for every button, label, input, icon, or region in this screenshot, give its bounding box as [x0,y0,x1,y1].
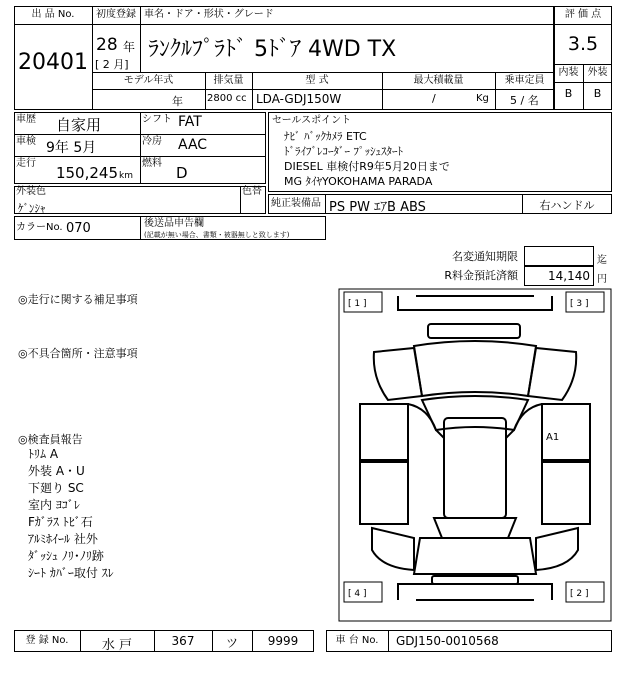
reg-year: 28 [96,35,118,55]
sales-label: セールスポイント [272,115,352,126]
lot-number: 20401 [18,50,88,75]
lot-label: 出 品 No. [31,9,75,20]
ext-label: 外装 [587,67,608,78]
reg-label: 初度登録 [96,9,136,20]
plate-region: 水 戸 [101,638,133,653]
plate-class: 367 [171,634,195,648]
model-year-unit: 年 [172,95,183,108]
damage-mark-a1: A1 [546,432,560,443]
sales-line-2: ﾄﾞﾗｲﾌﾞﾚｺｰﾀﾞｰ ﾌﾟｯｼｭｽﾀｰﾄ [284,145,403,158]
chassis-no: GDJ150-0010568 [396,634,499,648]
shift: FAT [178,114,202,130]
history: 自家用 [56,116,102,134]
color-no-label: カラーNo. [16,222,63,233]
chassis-label: 車 台 No. [335,635,379,646]
model-code: LDA-GDJ150W [256,92,342,106]
inspect-label: 車検 [16,136,36,147]
inspector-line-6: ｱﾙﾐﾎｲｰﾙ 社外 [28,532,98,546]
reported-label: 後送品申告欄 [144,218,204,229]
sales-line-3: DIESEL 車検付R9年5月20日まで [284,160,450,173]
capacity: 5 / 名 [510,94,539,107]
inspector-line-2: 外装 A・U [28,464,85,478]
inspector-line-8: ｼｰﾄ ｶﾊﾞｰ取付 ｽﾚ [28,566,114,580]
load-unit: Kg [476,93,489,104]
car-name: ﾗﾝｸﾙﾌﾟﾗﾄﾞ 5ﾄﾞｱ 4WD TX [148,37,397,62]
shift-label: シフト [142,114,172,125]
mileage: 150,245 [55,164,118,182]
tire-label-2: [ 2 ] [570,589,589,599]
fuel-label: 燃料 [142,158,162,169]
inspector-line-1: ﾄﾘﾑ A [28,447,59,461]
mileage-label: 走行 [16,158,36,169]
equipment-value: PS PW ｴｱB ABS [329,200,426,215]
sales-line-4: MG ﾀｲﾔYOKOHAMA PARADA [284,175,433,188]
inspector-line-3: 下廻り SC [28,481,84,495]
model-year-label: モデル年式 [123,75,174,86]
name-change-label: 名変通知期限 [452,250,518,263]
history-label: 車歴 [16,114,36,125]
reg-year-unit: 年 [123,40,136,54]
name-change-box [524,246,594,266]
recycle-unit: 円 [597,274,607,285]
equipment-label: 純正装備品 [271,198,321,209]
color-no: 070 [66,221,91,236]
ac-label: 冷房 [142,136,162,147]
inspector-line-4: 室内 ﾖｺﾞﾚ [28,498,80,512]
plate-number: 9999 [267,634,299,648]
defects-title: ◎不具合箇所・注意事項 [18,347,138,360]
fuel: D [176,164,188,182]
capacity-label: 乗車定員 [504,75,545,86]
int-grade: B [564,87,573,100]
recycle-label: R料金預託済額 [444,269,518,282]
steering: 右ハンドル [539,199,595,212]
plate-kana: ツ [225,636,238,650]
inspector-line-5: Fｶﾞﾗｽ ﾄﾋﾞ石 [28,515,93,529]
driving-notes-title: ◎走行に関する補足事項 [18,293,138,306]
score-label: 評 価 点 [564,9,602,20]
reg-month: [ 2 月] [95,58,129,71]
name-change-unit: 迄 [597,255,607,266]
mileage-unit: km [119,171,133,181]
score: 3.5 [567,33,599,55]
inspector-title: ◎検査員報告 [18,433,83,446]
ext-grade: B [593,87,602,100]
car-damage-diagram [338,288,612,622]
tire-label-3: [ 3 ] [570,299,589,309]
tire-label-4: [ 4 ] [348,589,367,599]
tire-label-1: [ 1 ] [348,299,367,309]
plate-label: 登 録 No. [25,635,69,646]
color-frame [14,186,266,214]
load-slash: / [432,92,436,105]
displacement: 2800 cc [207,93,247,104]
inspector-line-7: ﾀﾞｯｼｭ ﾉﾘ･ﾉﾘ跡 [28,549,104,563]
name-label: 車名・ドア・形状・グレード [144,9,274,20]
disp-label: 排気量 [213,75,244,86]
repaint-label: 色替 [242,186,262,197]
sales-line-1: ﾅﾋﾞ ﾊﾞｯｸｶﾒﾗ ETC [284,130,367,143]
recycle-value: 14,140 [548,269,590,283]
inspect: 9年 5月 [46,140,97,156]
int-label: 内装 [558,67,579,78]
load-label: 最大積載量 [413,75,464,86]
color-label: 外装色 [16,186,46,197]
color: ｹﾞﾝｼｬ [18,202,46,215]
reported-note: (記載が無い場合、書類・被器無しと致します) [144,231,290,239]
type-label: 型 式 [305,75,329,86]
ac: AAC [178,137,208,153]
